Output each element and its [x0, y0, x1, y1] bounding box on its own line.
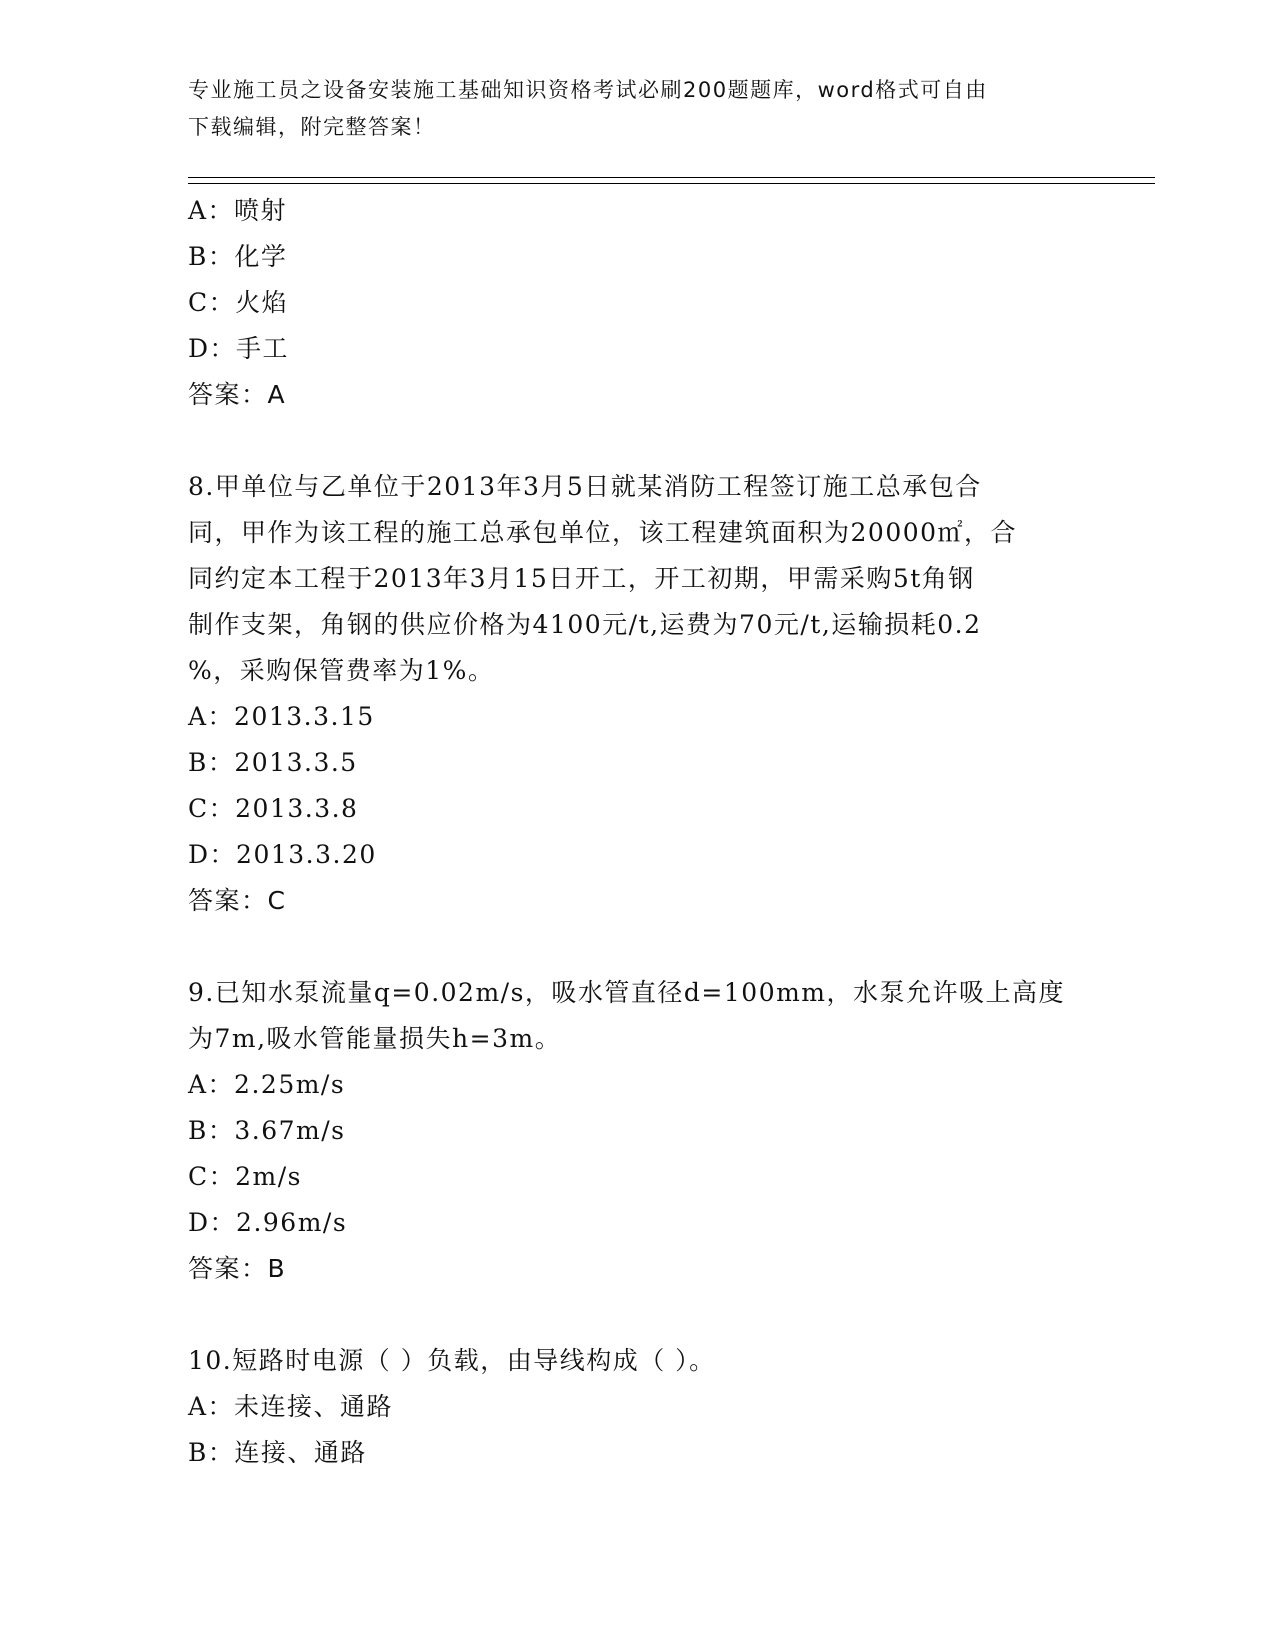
question-text-line: %，采购保管费率为1%。 [188, 656, 495, 685]
option-b: B：化学 [188, 242, 288, 271]
option-c: C：2m/s [188, 1162, 302, 1191]
option-a: A：未连接、通路 [188, 1392, 394, 1421]
spacer [188, 418, 1088, 464]
question-text-line: 同，甲作为该工程的施工总承包单位，该工程建筑面积为20000㎡，合 [188, 518, 1018, 547]
question-10 [188, 1338, 1088, 1476]
option-d: D：手工 [188, 334, 290, 363]
spacer [188, 924, 1088, 970]
header-divider-bottom [188, 183, 1155, 184]
option-a: A：2.25m/s [188, 1070, 346, 1099]
question-text-line: 同约定本工程于2013年3月15日开工，开工初期，甲需采购5t角钢 [188, 564, 975, 593]
option-d: D：2.96m/s [188, 1208, 348, 1237]
header-divider-top [188, 177, 1155, 178]
option-c: C：火焰 [188, 288, 289, 317]
question-text-line: 为7m,吸水管能量损失h=3m。 [188, 1024, 562, 1053]
question-list [188, 188, 1088, 1476]
question-text-line: 8.甲单位与乙单位于2013年3月5日就某消防工程签订施工总承包合 [188, 472, 982, 501]
question-8 [188, 464, 1088, 924]
option-a: A：喷射 [188, 196, 288, 225]
option-b: B：2013.3.5 [188, 748, 358, 777]
document-header [188, 72, 1088, 146]
question-text-line: 10.短路时电源（ ）负载，由导线构成（ ）。 [188, 1346, 716, 1375]
option-c: C：2013.3.8 [188, 794, 359, 823]
spacer [188, 1292, 1088, 1338]
option-b: B：3.67m/s [188, 1116, 346, 1145]
question-text-line: 制作支架，角钢的供应价格为4100元/t,运费为70元/t,运输损耗0.2 [188, 610, 982, 639]
answer: 答案：A [188, 380, 287, 409]
question-9 [188, 970, 1088, 1292]
option-a: A：2013.3.15 [188, 702, 375, 731]
answer: 答案：C [188, 886, 287, 915]
header-line-2: 下载编辑，附完整答案！ [188, 115, 436, 139]
option-b: B：连接、通路 [188, 1438, 367, 1467]
option-d: D：2013.3.20 [188, 840, 377, 869]
question-7 [188, 188, 1088, 418]
header-line-1: 专业施工员之设备安装施工基础知识资格考试必刷200题题库，word格式可自由 [188, 78, 988, 102]
question-text-line: 9.已知水泵流量q=0.02m/s，吸水管直径d=100mm，水泵允许吸上高度 [188, 978, 1066, 1007]
answer: 答案：B [188, 1254, 287, 1283]
